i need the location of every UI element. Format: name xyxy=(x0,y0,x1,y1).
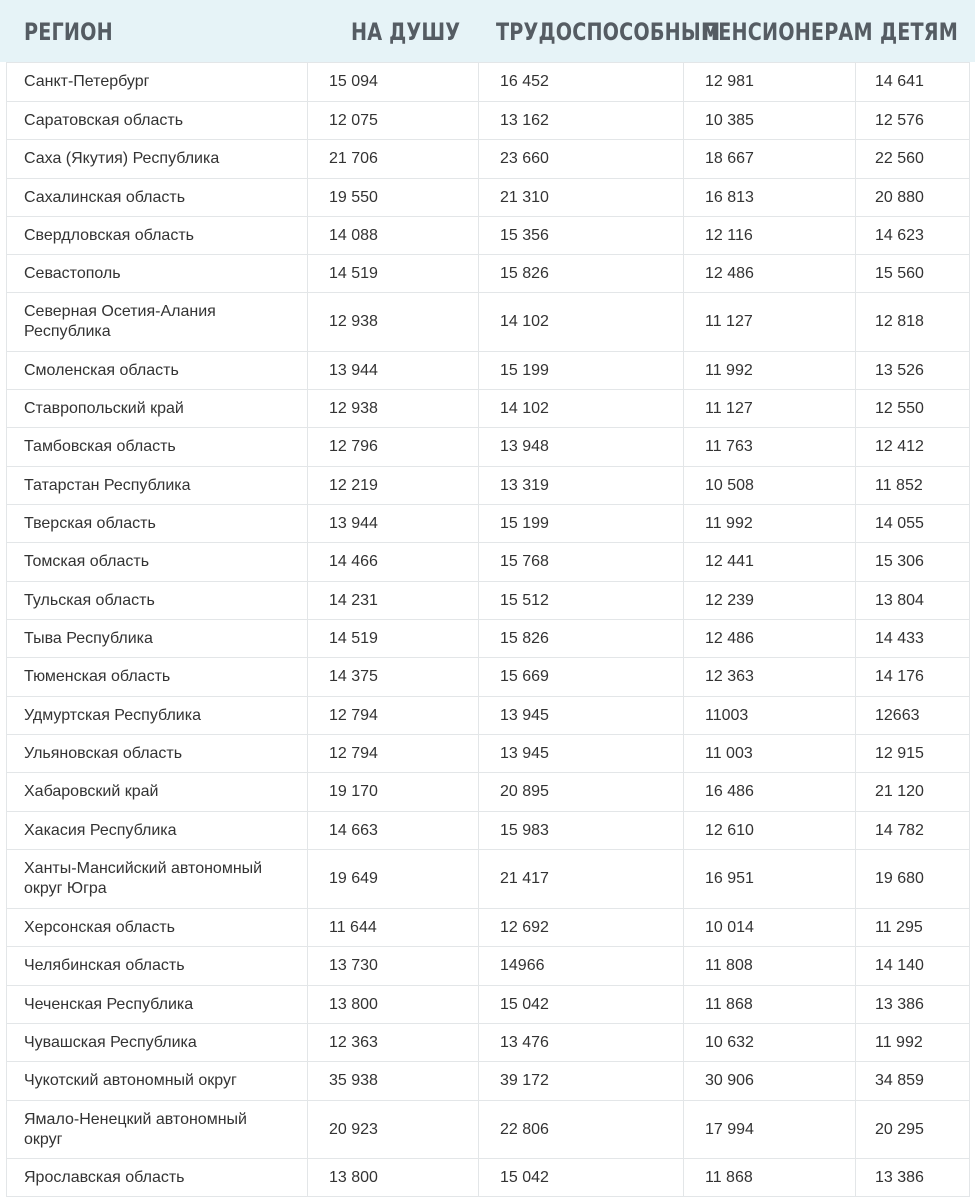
subsistence-minimum-table xyxy=(6,62,970,1197)
per-capita-cell: 14 231 xyxy=(308,582,479,620)
table-body xyxy=(7,63,970,1197)
pensioners-cell: 10 632 xyxy=(684,1024,856,1062)
region-cell: Тюменская область xyxy=(7,658,308,697)
per-capita-cell: 19 170 xyxy=(308,773,479,812)
pensioners-cell: 10 014 xyxy=(684,909,856,947)
children-cell: 14 641 xyxy=(856,63,970,102)
working-cell: 39 172 xyxy=(479,1062,684,1101)
children-cell: 19 680 xyxy=(856,850,970,909)
table-row xyxy=(7,179,970,217)
per-capita-cell: 20 923 xyxy=(308,1101,479,1159)
region-cell: Хабаровский край xyxy=(7,773,308,812)
per-capita-cell: 12 075 xyxy=(308,102,479,140)
children-cell: 14 433 xyxy=(856,620,970,658)
table-row xyxy=(7,293,970,352)
children-cell: 12 550 xyxy=(856,390,970,428)
region-cell: Смоленская область xyxy=(7,352,308,390)
region-cell: Тамбовская область xyxy=(7,428,308,467)
per-capita-cell: 14 375 xyxy=(308,658,479,697)
working-cell: 15 826 xyxy=(479,255,684,293)
table-row xyxy=(7,697,970,735)
working-cell: 15 983 xyxy=(479,812,684,850)
pensioners-cell: 11 763 xyxy=(684,428,856,467)
header-children: ДЕТЯМ xyxy=(880,18,959,46)
pensioners-cell: 11 127 xyxy=(684,293,856,352)
working-cell: 21 310 xyxy=(479,179,684,217)
region-cell: Саха (Якутия) Республика xyxy=(7,140,308,179)
per-capita-cell: 12 938 xyxy=(308,293,479,352)
per-capita-cell: 12 219 xyxy=(308,467,479,505)
region-cell: Татарстан Республика xyxy=(7,467,308,505)
working-cell: 15 826 xyxy=(479,620,684,658)
per-capita-cell: 14 663 xyxy=(308,812,479,850)
table-row xyxy=(7,812,970,850)
per-capita-cell: 12 796 xyxy=(308,428,479,467)
table-row xyxy=(7,217,970,255)
children-cell: 14 055 xyxy=(856,505,970,543)
pensioners-cell: 12 486 xyxy=(684,255,856,293)
region-cell: Чукотский автономный округ xyxy=(7,1062,308,1101)
pensioners-cell: 12 486 xyxy=(684,620,856,658)
working-cell: 13 319 xyxy=(479,467,684,505)
working-cell: 12 692 xyxy=(479,909,684,947)
per-capita-cell: 12 794 xyxy=(308,697,479,735)
working-cell: 15 356 xyxy=(479,217,684,255)
pensioners-cell: 12 981 xyxy=(684,63,856,102)
table-row xyxy=(7,1062,970,1101)
pensioners-cell: 16 486 xyxy=(684,773,856,812)
header-working: ТРУДОСПОСОБНЫМ xyxy=(496,18,721,46)
pensioners-cell: 11 868 xyxy=(684,986,856,1024)
children-cell: 12 915 xyxy=(856,735,970,773)
working-cell: 15 199 xyxy=(479,352,684,390)
per-capita-cell: 14 519 xyxy=(308,620,479,658)
pensioners-cell: 30 906 xyxy=(684,1062,856,1101)
table-row xyxy=(7,773,970,812)
per-capita-cell: 21 706 xyxy=(308,140,479,179)
per-capita-cell: 13 944 xyxy=(308,505,479,543)
region-cell: Чувашская Республика xyxy=(7,1024,308,1062)
children-cell: 14 623 xyxy=(856,217,970,255)
table-row xyxy=(7,140,970,179)
region-cell: Саратовская область xyxy=(7,102,308,140)
region-cell: Хакасия Республика xyxy=(7,812,308,850)
table-row xyxy=(7,986,970,1024)
table-row xyxy=(7,390,970,428)
region-cell: Сахалинская область xyxy=(7,179,308,217)
pensioners-cell: 16 813 xyxy=(684,179,856,217)
table-row xyxy=(7,543,970,582)
region-cell: Северная Осетия-Алания Республика xyxy=(7,293,308,352)
region-cell: Ярославская область xyxy=(7,1159,308,1197)
pensioners-cell: 16 951 xyxy=(684,850,856,909)
working-cell: 15 512 xyxy=(479,582,684,620)
per-capita-cell: 14 466 xyxy=(308,543,479,582)
children-cell: 20 880 xyxy=(856,179,970,217)
per-capita-cell: 13 800 xyxy=(308,1159,479,1197)
pensioners-cell: 10 385 xyxy=(684,102,856,140)
table-header xyxy=(0,0,975,62)
per-capita-cell: 12 938 xyxy=(308,390,479,428)
children-cell: 12 412 xyxy=(856,428,970,467)
per-capita-cell: 14 519 xyxy=(308,255,479,293)
working-cell: 13 162 xyxy=(479,102,684,140)
region-cell: Чеченская Республика xyxy=(7,986,308,1024)
pensioners-cell: 11 808 xyxy=(684,947,856,986)
table-row xyxy=(7,735,970,773)
per-capita-cell: 13 944 xyxy=(308,352,479,390)
children-cell: 20 295 xyxy=(856,1101,970,1159)
working-cell: 23 660 xyxy=(479,140,684,179)
children-cell: 15 306 xyxy=(856,543,970,582)
working-cell: 15 669 xyxy=(479,658,684,697)
children-cell: 21 120 xyxy=(856,773,970,812)
per-capita-cell: 35 938 xyxy=(308,1062,479,1101)
per-capita-cell: 14 088 xyxy=(308,217,479,255)
pensioners-cell: 11 992 xyxy=(684,352,856,390)
region-cell: Тверская область xyxy=(7,505,308,543)
table-row xyxy=(7,352,970,390)
pensioners-cell: 12 610 xyxy=(684,812,856,850)
region-cell: Челябинская область xyxy=(7,947,308,986)
children-cell: 13 386 xyxy=(856,986,970,1024)
table-row xyxy=(7,102,970,140)
table-row xyxy=(7,255,970,293)
working-cell: 21 417 xyxy=(479,850,684,909)
table-row xyxy=(7,63,970,102)
working-cell: 13 948 xyxy=(479,428,684,467)
table-row xyxy=(7,467,970,505)
table-row xyxy=(7,505,970,543)
working-cell: 15 042 xyxy=(479,1159,684,1197)
table-row xyxy=(7,620,970,658)
per-capita-cell: 12 363 xyxy=(308,1024,479,1062)
pensioners-cell: 12 363 xyxy=(684,658,856,697)
header-pensioners: ПЕНСИОНЕРАМ xyxy=(702,18,873,46)
children-cell: 13 526 xyxy=(856,352,970,390)
working-cell: 20 895 xyxy=(479,773,684,812)
children-cell: 15 560 xyxy=(856,255,970,293)
per-capita-cell: 11 644 xyxy=(308,909,479,947)
table-row xyxy=(7,1101,970,1159)
children-cell: 13 386 xyxy=(856,1159,970,1197)
children-cell: 34 859 xyxy=(856,1062,970,1101)
per-capita-cell: 13 730 xyxy=(308,947,479,986)
pensioners-cell: 11003 xyxy=(684,697,856,735)
region-cell: Севастополь xyxy=(7,255,308,293)
working-cell: 13 945 xyxy=(479,735,684,773)
per-capita-cell: 12 794 xyxy=(308,735,479,773)
working-cell: 15 768 xyxy=(479,543,684,582)
children-cell: 12 576 xyxy=(856,102,970,140)
children-cell: 11 295 xyxy=(856,909,970,947)
pensioners-cell: 11 868 xyxy=(684,1159,856,1197)
working-cell: 15 042 xyxy=(479,986,684,1024)
region-cell: Свердловская область xyxy=(7,217,308,255)
working-cell: 13 945 xyxy=(479,697,684,735)
pensioners-cell: 12 441 xyxy=(684,543,856,582)
region-cell: Ямало-Ненецкий автономный округ xyxy=(7,1101,308,1159)
children-cell: 11 992 xyxy=(856,1024,970,1062)
region-cell: Томская область xyxy=(7,543,308,582)
table-row xyxy=(7,1159,970,1197)
working-cell: 15 199 xyxy=(479,505,684,543)
pensioners-cell: 12 116 xyxy=(684,217,856,255)
region-cell: Удмуртская Республика xyxy=(7,697,308,735)
region-cell: Ульяновская область xyxy=(7,735,308,773)
working-cell: 13 476 xyxy=(479,1024,684,1062)
table-row xyxy=(7,947,970,986)
working-cell: 16 452 xyxy=(479,63,684,102)
table-row xyxy=(7,582,970,620)
region-cell: Ханты-Мансийский автономный округ Югра xyxy=(7,850,308,909)
children-cell: 12 818 xyxy=(856,293,970,352)
children-cell: 14 782 xyxy=(856,812,970,850)
pensioners-cell: 11 127 xyxy=(684,390,856,428)
table-row xyxy=(7,1024,970,1062)
pensioners-cell: 11 003 xyxy=(684,735,856,773)
table-row xyxy=(7,909,970,947)
pensioners-cell: 11 992 xyxy=(684,505,856,543)
table-row xyxy=(7,428,970,467)
pensioners-cell: 18 667 xyxy=(684,140,856,179)
working-cell: 22 806 xyxy=(479,1101,684,1159)
table-row xyxy=(7,850,970,909)
pensioners-cell: 10 508 xyxy=(684,467,856,505)
children-cell: 22 560 xyxy=(856,140,970,179)
header-region: РЕГИОН xyxy=(24,18,113,46)
children-cell: 11 852 xyxy=(856,467,970,505)
per-capita-cell: 13 800 xyxy=(308,986,479,1024)
children-cell: 13 804 xyxy=(856,582,970,620)
per-capita-cell: 19 550 xyxy=(308,179,479,217)
header-per-capita: НА ДУШУ xyxy=(351,18,461,46)
region-cell: Санкт-Петербург xyxy=(7,63,308,102)
working-cell: 14 102 xyxy=(479,293,684,352)
table-row xyxy=(7,658,970,697)
pensioners-cell: 17 994 xyxy=(684,1101,856,1159)
per-capita-cell: 15 094 xyxy=(308,63,479,102)
working-cell: 14966 xyxy=(479,947,684,986)
region-cell: Херсонская область xyxy=(7,909,308,947)
per-capita-cell: 19 649 xyxy=(308,850,479,909)
region-cell: Ставропольский край xyxy=(7,390,308,428)
children-cell: 14 176 xyxy=(856,658,970,697)
working-cell: 14 102 xyxy=(479,390,684,428)
pensioners-cell: 12 239 xyxy=(684,582,856,620)
children-cell: 14 140 xyxy=(856,947,970,986)
children-cell: 12663 xyxy=(856,697,970,735)
region-cell: Тульская область xyxy=(7,582,308,620)
region-cell: Тыва Республика xyxy=(7,620,308,658)
